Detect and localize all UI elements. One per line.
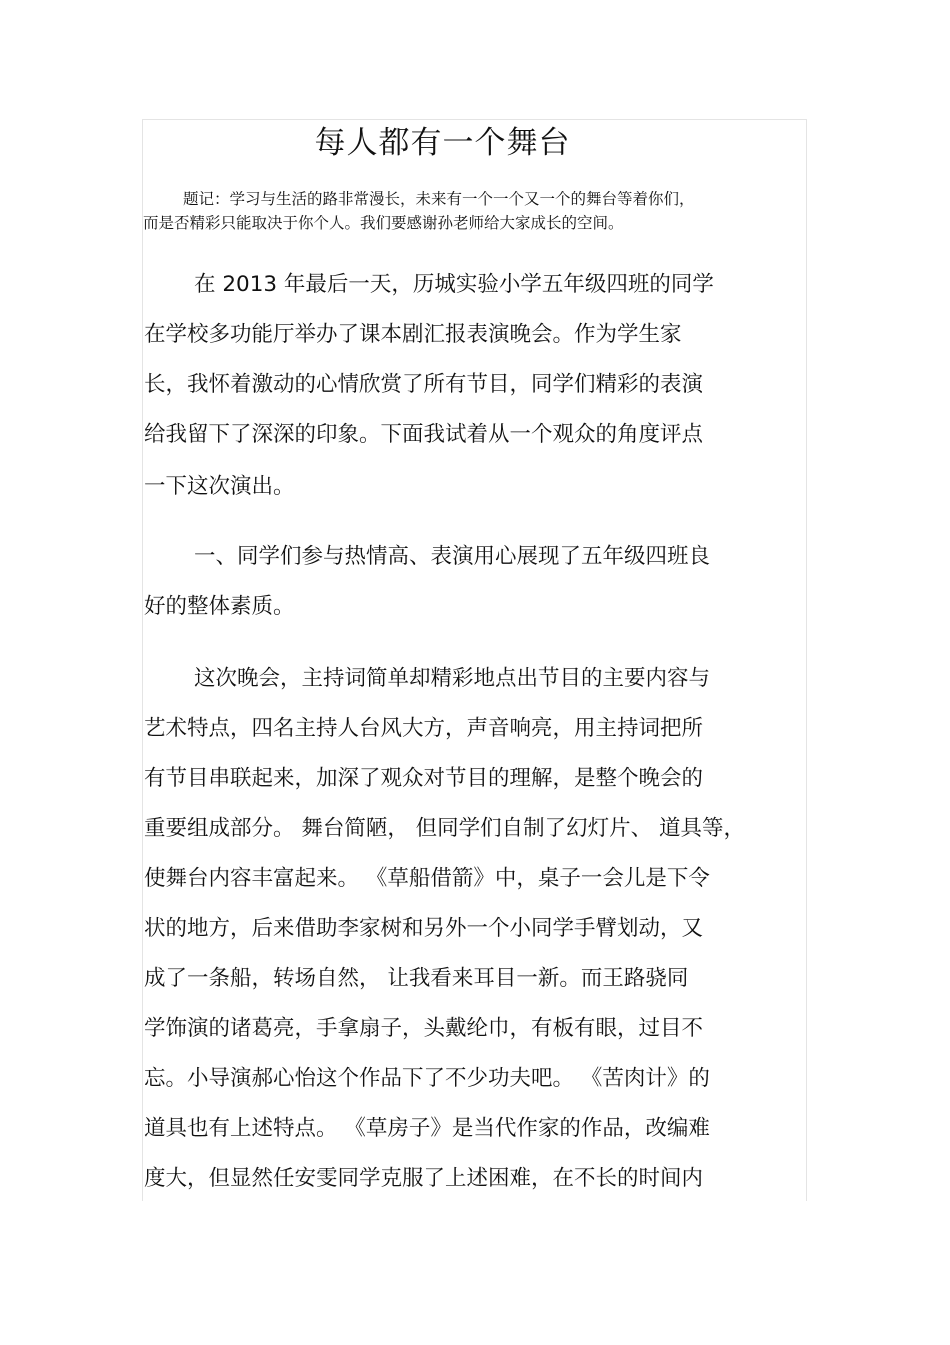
paragraph-1-line-5: 一下这次演出。 — [144, 474, 295, 499]
paragraph-2-line-10: 道具也有上述特点。 《草房子》是当代作家的作品，改编难 — [144, 1116, 710, 1141]
paragraph-1-line-1: 在 2013 年最后一天，历城实验小学五年级四班的同学 — [194, 272, 714, 297]
paragraph-1-line-3: 长，我怀着激动的心情欣赏了所有节目，同学们精彩的表演 — [144, 372, 704, 397]
paragraph-2-line-11: 度大，但显然任安雯同学克服了上述困难，在不长的时间内 — [144, 1166, 704, 1191]
paragraph-2-line-2: 艺术特点，四名主持人台风大方，声音响亮，用主持词把所 — [144, 716, 704, 741]
section-heading-line-1: 一、同学们参与热情高、表演用心展现了五年级四班良 — [194, 544, 711, 569]
section-heading-line-2: 好的整体素质。 — [144, 594, 295, 619]
paragraph-2-line-8: 学饰演的诸葛亮，手拿扇子，头戴纶巾，有板有眼，过目不 — [144, 1016, 704, 1041]
paragraph-2-line-9: 忘。小导演郝心怡这个作品下了不少功夫吧。 《苦肉计》的 — [144, 1066, 710, 1091]
document-title: 每人都有一个舞台 — [314, 125, 571, 161]
paragraph-1-line-4: 给我留下了深深的印象。下面我试着从一个观众的角度评点 — [144, 422, 704, 447]
paragraph-1-line-2: 在学校多功能厅举办了课本剧汇报表演晚会。作为学生家 — [144, 322, 682, 347]
paragraph-2-line-6: 状的地方，后来借助李家树和另外一个小同学手臂划动，又 — [144, 916, 704, 941]
epigraph-line-1: 题记：学习与生活的路非常漫长，未来有一个一个又一个的舞台等着你们， — [183, 190, 695, 208]
paragraph-2-line-1: 这次晚会，主持词简单却精彩地点出节目的主要内容与 — [194, 666, 711, 691]
paragraph-2-line-7: 成了一条船，转场自然， 让我看来耳目一新。而王路骁同 — [144, 966, 689, 991]
paragraph-2-line-3: 有节目串联起来，加深了观众对节目的理解，是整个晚会的 — [144, 766, 704, 791]
epigraph-line-2: 而是否精彩只能取决于你个人。我们要感谢孙老师给大家成长的空间。 — [143, 214, 624, 232]
paragraph-2-line-4: 重要组成部分。 舞台简陋， 但同学们自制了幻灯片、 道具等， — [144, 816, 746, 841]
paragraph-2-line-5: 使舞台内容丰富起来。 《草船借箭》中，桌子一会儿是下令 — [144, 866, 710, 891]
